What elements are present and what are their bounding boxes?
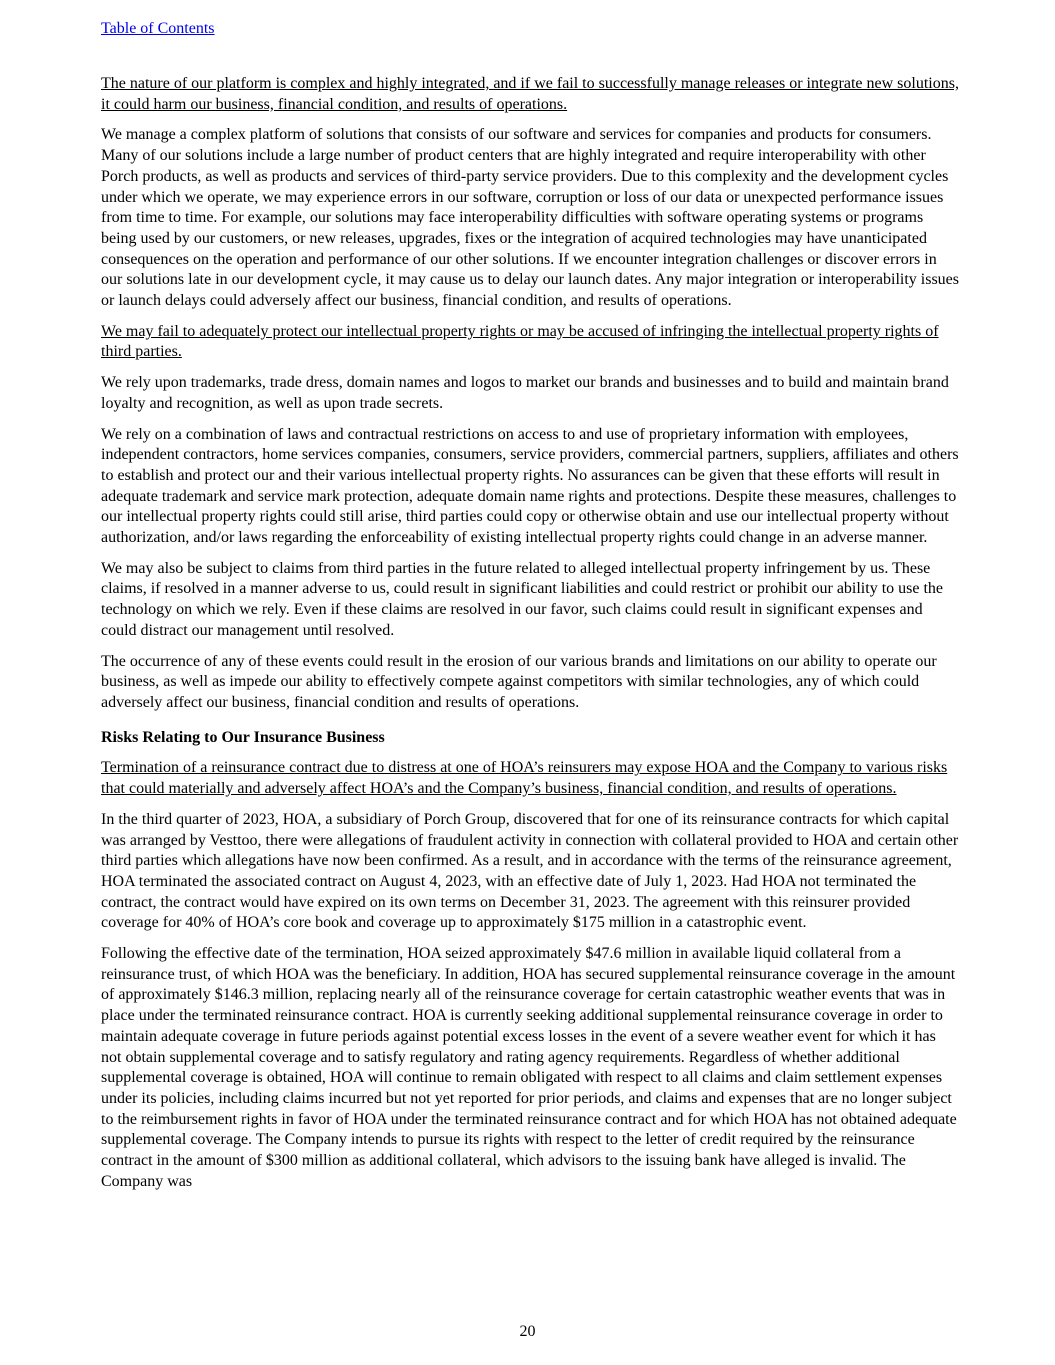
insurance-section-title: Risks Relating to Our Insurance Business: [101, 728, 385, 746]
platform-risk-paragraph: We manage a complex platform of solutions that consists of our software and services for companies and products for consumers. Many of our solutions include a large number of product centers that are highly integrated and require interoperability with other Porch products, as well as products and services of third-party service providers. Due to this complexity and the development cycles under which we operate, we may experience errors in our software, corruption or loss of our data or unexpected performance issues from time to time. For example, our solutions may face interoperability difficulties with software operating systems or programs being used by our customers, or new releases, upgrades, fixes or the integration of acquired technologies may have unanticipated consequences on the operation and performance of our other solutions. If we encounter integration challenges or discover errors in our solutions late in our development cycle, it may cause us to delay our launch dates. Any major integration or interoperability issues or launch delays could adversely affect our business, financial condition, and results of operations.: [101, 126, 960, 310]
platform-risk-heading: The nature of our platform is complex and highly integrated, and if we fail to successfully manage releases or integrate new solutions, it could harm our business, financial condition, and results of operations.: [101, 75, 959, 113]
reinsurance-paragraph-collateral: Following the effective date of the termination, HOA seized approximately $47.6 million in available liquid collateral from a reinsurance trust, of which HOA was the beneficiary. In addition, HOA has secured supplemental reinsurance coverage in the amount of approximately $146.3 million, replacing nearly all of the reinsurance coverage for certain catastrophic weather events that was in place under the terminated reinsurance contract. HOA is currently seeking additional supplemental reinsurance coverage in order to maintain adequate coverage in future periods against potential excess losses in the event of a severe weather event for which it has not obtain supplemental coverage and to satisfy regulatory and rating agency requirements. Regardless of whether additional supplemental coverage is obtained, HOA will continue to remain obligated with respect to all claims and claim settlement expenses under its policies, including claims incurred but not yet reported for prior periods, and claims and expenses that are no longer subject to the reimbursement rights in favor of HOA under the terminated reinsurance contract and for which HOA has not obtained adequate supplemental coverage. The Company intends to pursue its rights with respect to the letter of credit required by the reinsurance contract in the amount of $300 million as additional collateral, which advisors to the issuing bank have alleged is invalid. The Company was: [101, 945, 957, 1190]
ip-paragraph-protection: We rely on a combination of laws and contractual restrictions on access to and use of proprietary information with employees, independent contractors, home services companies, consumers, service providers, commercial partners, suppliers, affiliates and others to establish and protect our and their various intellectual property rights. No assurances can be given that these efforts will result in adequate trademark and service mark protection, adequate domain name rights and protections. Despite these measures, challenges to our intellectual property rights could still arise, third parties could copy or otherwise obtain and use our intellectual property without authorization, and/or laws regarding the enforceability of existing intellectual property rights could change in an adverse manner.: [101, 425, 959, 547]
reinsurance-risk-heading: Termination of a reinsurance contract due to distress at one of HOA’s reinsurers may expose HOA and the Company to various risks that could materially and adversely affect HOA’s and the Company’s business, financial condition, and results of operations.: [101, 759, 948, 798]
table-of-contents-link[interactable]: Table of Contents: [101, 20, 215, 37]
document-body: [101, 74, 959, 1202]
ip-paragraph-consequences: The occurrence of any of these events could result in the erosion of our various brands and limitations on our ability to operate our business, as well as impede our ability to effectively compete against competitors with similar technologies, any of which could adversely affect our business, financial condition and results of operations.: [101, 652, 937, 711]
ip-paragraph-claims: We may also be subject to claims from third parties in the future related to alleged intellectual property infringement by us. These claims, if resolved in a manner adverse to us, could result in significant liabilities and could restrict or prohibit our ability to use the technology on which we rely. Even if these claims are resolved in our favor, such claims could result in significant expenses and could distract our management until resolved.: [101, 559, 944, 639]
page-number: 20: [519, 1323, 536, 1340]
ip-paragraph-trademarks: We rely upon trademarks, trade dress, domain names and logos to market our brands and businesses and to build and maintain brand loyalty and recognition, as well as upon trade secrets.: [101, 374, 949, 412]
reinsurance-paragraph-termination: In the third quarter of 2023, HOA, a subsidiary of Porch Group, discovered that for one of its reinsurance contracts for which capital was arranged by Vesttoo, there were allegations of fraudulent activity in connection with collateral provided to HOA and certain other third parties which allegations have now been confirmed. As a result, and in accordance with the terms of the reinsurance agreement, HOA terminated the associated contract on August 4, 2023, with an effective date of July 1, 2023. Had HOA not terminated the contract, the contract would have expired on its own terms on December 31, 2023. The agreement with this reinsurer provided coverage for 40% of HOA’s core book and coverage up to approximately $175 million in a catastrophic event.: [101, 810, 959, 932]
ip-risk-heading: We may fail to adequately protect our intellectual property rights or may be accused of infringing the intellectual property rights of third parties.: [101, 322, 939, 361]
